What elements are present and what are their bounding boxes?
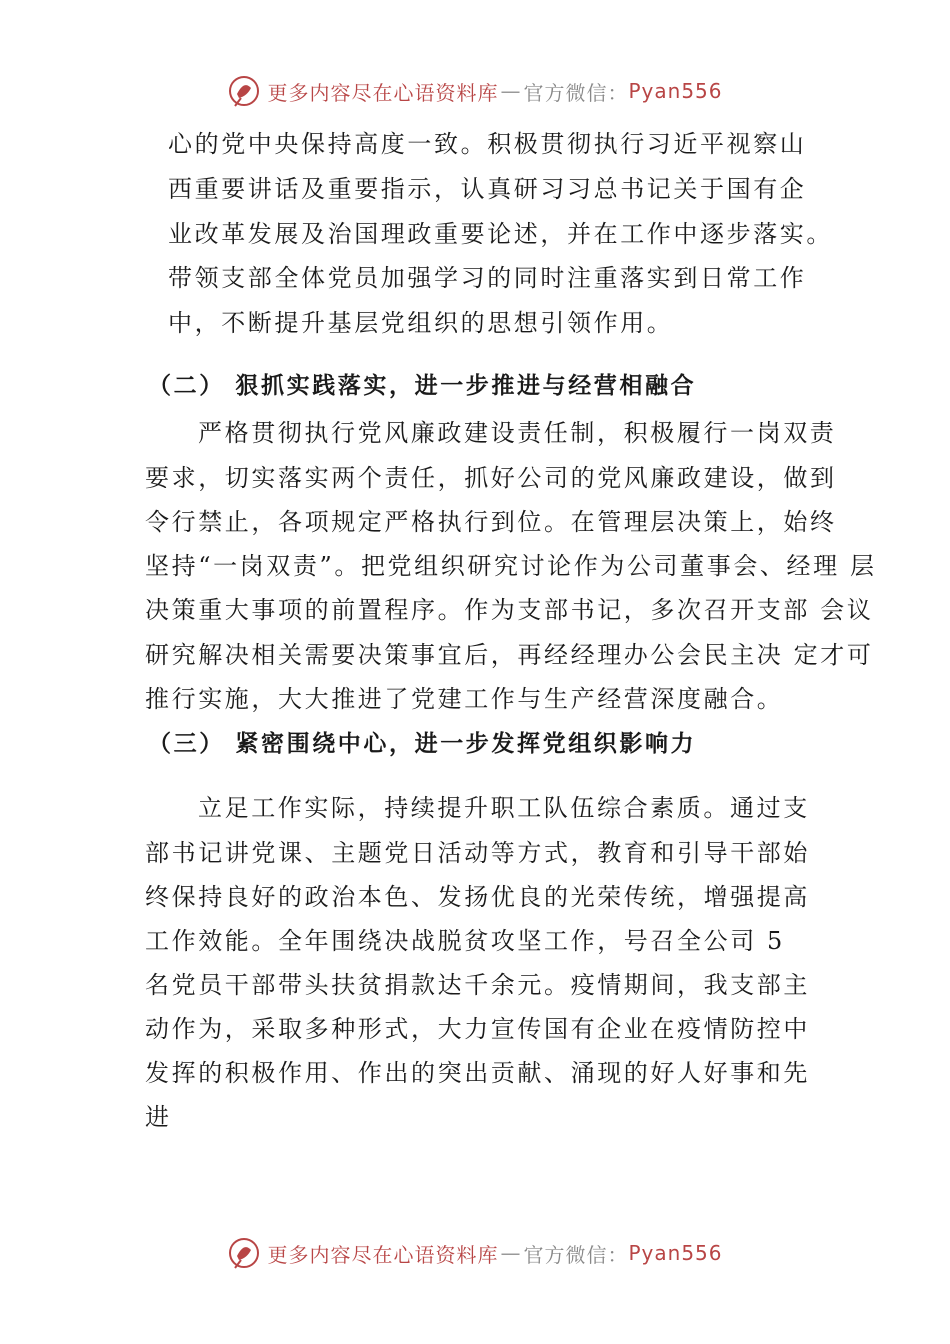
text-line: 研究解决相关需要决策事宜后，再经经理办公会民主决 定才可	[145, 641, 874, 669]
text-line: 西重要讲话及重要指示，认真研习习总书记关于国有企	[168, 175, 807, 203]
text-line: 推行实施，大大推进了党建工作与生产经营深度融合。	[145, 685, 784, 713]
text-line: 进	[145, 1103, 172, 1131]
text-line: 名党员干部带头扶贫捐款达千余元。疫情期间，我支部主	[145, 971, 810, 999]
text-line: 立足工作实际，持续提升职工队伍综合素质。通过支	[198, 794, 810, 822]
text-line: 业改革发展及治国理政重要论述，并在工作中逐步落实。	[168, 220, 833, 248]
watermark-header	[0, 74, 950, 108]
watermark-site: 更多内容尽在心语资料库	[267, 80, 499, 105]
text-line: 心的党中央保持高度一致。积极贯彻执行习近平视察山	[168, 130, 807, 158]
rose-logo-icon	[227, 1236, 261, 1270]
text-line: 终保持良好的政治本色、发扬优良的光荣传统，增强提高	[145, 883, 810, 911]
watermark-wechat-id: Pyan556	[628, 1241, 723, 1265]
watermark-separator: —	[500, 1241, 522, 1265]
section-heading: （三） 紧密围绕中心，进一步发挥党组织影响力	[148, 730, 697, 757]
text-line: 部书记讲党课、主题党日活动等方式，教育和引导干部始	[145, 839, 810, 867]
text-line: 令行禁止，各项规定严格执行到位。在管理层决策上，始终	[145, 508, 837, 536]
watermark-separator: —	[500, 79, 522, 103]
text-line: 要求，切实落实两个责任，抓好公司的党风廉政建设，做到	[145, 464, 837, 492]
watermark-wechat-id: Pyan556	[628, 79, 723, 103]
text-line: 动作为，采取多种形式，大力宣传国有企业在疫情防控中	[145, 1015, 810, 1043]
watermark-footer	[0, 1236, 950, 1270]
text-line: 决策重大事项的前置程序。作为支部书记，多次召开支部 会议	[145, 596, 874, 624]
section-heading: （二） 狠抓实践落实，进一步推进与经营相融合	[148, 372, 697, 399]
watermark-site: 更多内容尽在心语资料库	[267, 1242, 499, 1267]
text-line: 发挥的积极作用、作出的突出贡献、涌现的好人好事和先	[145, 1059, 810, 1087]
text-line: 工作效能。全年围绕决战脱贫攻坚工作，号召全公司 5	[145, 927, 785, 955]
rose-logo-icon	[227, 74, 261, 108]
text-line: 中，不断提升基层党组织的思想引领作用。	[168, 309, 674, 337]
watermark-label: 官方微信：	[523, 80, 629, 105]
watermark-label: 官方微信：	[523, 1242, 629, 1267]
text-line: 带领支部全体党员加强学习的同时注重落实到日常工作	[168, 264, 807, 292]
text-line: 坚持“一岗双责”。把党组织研究讨论作为公司董事会、经理 层	[145, 552, 877, 580]
text-line: 严格贯彻执行党风廉政建设责任制，积极履行一岗双责	[198, 419, 837, 447]
